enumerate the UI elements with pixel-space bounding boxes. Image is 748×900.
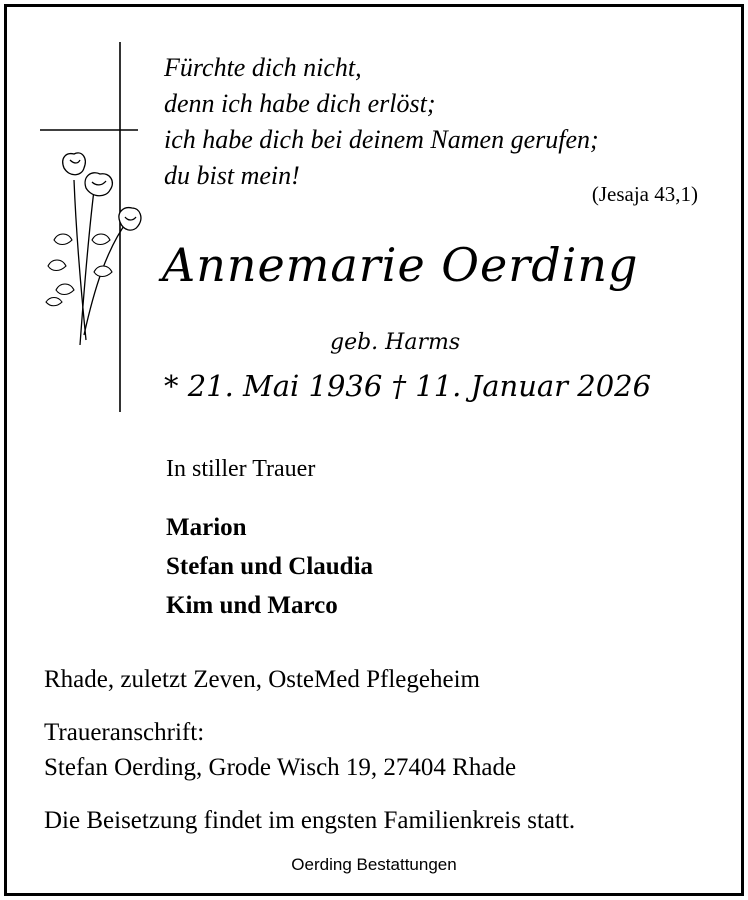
birth-name: geb. Harms [330, 330, 461, 355]
verse-line: du bist mein! [164, 161, 300, 190]
address-text: Stefan Oerding, Grode Wisch 19, 27404 Rhade [44, 754, 517, 781]
verse-line: denn ich habe dich erlöst; [164, 89, 436, 118]
verse-reference: (Jesaja 43,1) [591, 182, 698, 206]
address-label: Traueranschrift: [44, 719, 205, 746]
location-text: Rhade, zuletzt Zeven, OsteMed Pflegeheim [44, 666, 480, 693]
bible-verse [164, 50, 599, 194]
mourners-list [166, 508, 373, 625]
mourner-name: Marion [166, 514, 247, 541]
burial-note: Die Beisetzung findet im engsten Familienkreis statt. [44, 807, 576, 834]
deceased-name: Annemarie Oerding [162, 238, 639, 292]
verse-line: Fürchte dich nicht, [164, 53, 362, 82]
cross-with-roses-icon [36, 40, 146, 412]
mourner-name: Kim und Marco [166, 592, 338, 619]
mourning-intro: In stiller Trauer [166, 456, 316, 482]
verse-line: ich habe dich bei deinem Namen gerufen; [164, 125, 599, 154]
life-dates: * 21. Mai 1936 † 11. Januar 2026 [164, 369, 652, 403]
mourner-name: Stefan und Claudia [166, 553, 374, 580]
funeral-home: Oerding Bestattungen [291, 855, 457, 874]
